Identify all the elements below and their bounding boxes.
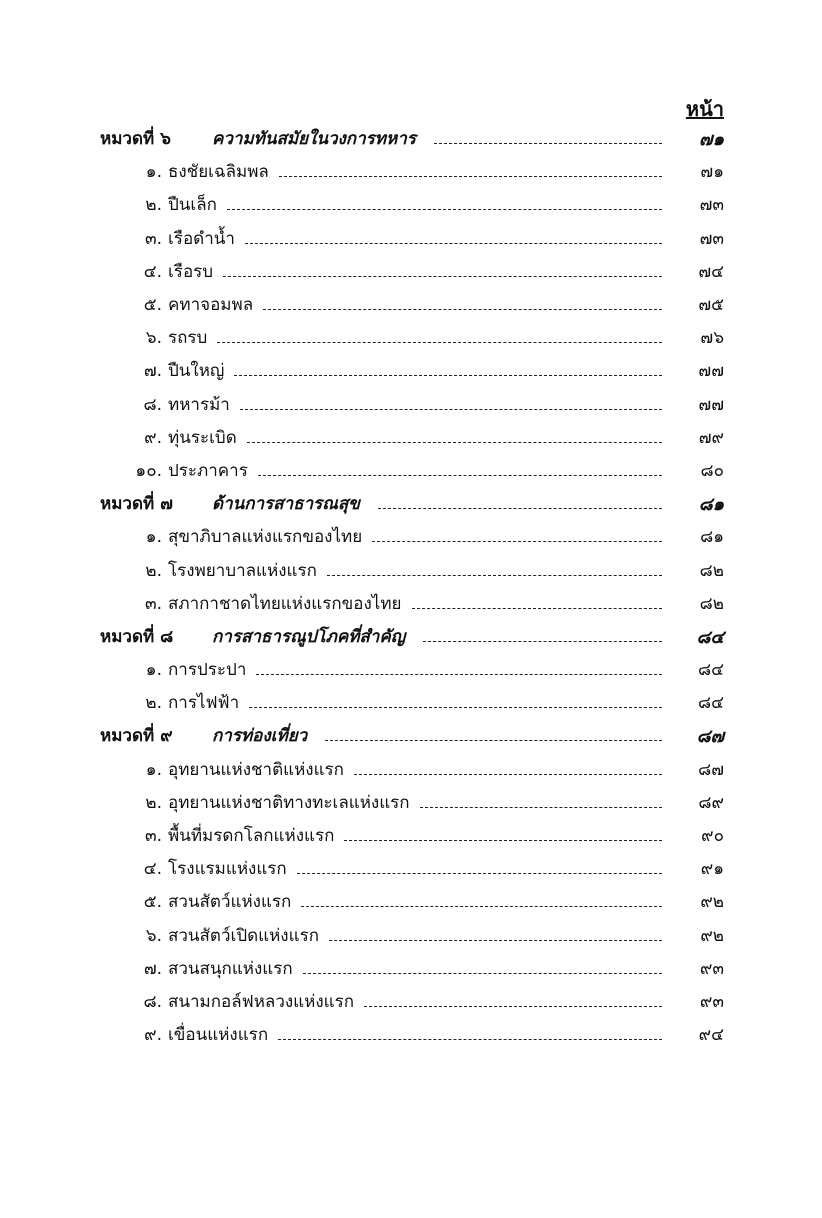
toc-item-row — [100, 985, 724, 1018]
item-page-number: ๘๗ — [698, 759, 724, 780]
toc-item-row — [100, 188, 724, 221]
toc-item-row — [100, 520, 724, 553]
toc-item-row — [100, 885, 724, 918]
item-page-number: ๗๔ — [698, 261, 724, 282]
dotted-leader — [412, 608, 662, 609]
section-label: หมวดที่ ๙ — [100, 726, 173, 747]
toc-item-row — [100, 288, 724, 321]
dotted-leader — [297, 873, 662, 874]
item-number: ๘. — [143, 991, 162, 1012]
dotted-leader — [240, 409, 662, 410]
item-title: โรงพยาบาลแห่งแรก — [168, 560, 317, 581]
item-page-number: ๘๒ — [699, 560, 724, 581]
item-title: ทุ่นระเบิด — [168, 427, 237, 448]
toc-section-row — [100, 122, 724, 155]
item-page-number: ๙๐ — [701, 826, 724, 847]
item-number: ๕. — [143, 892, 162, 913]
dotted-leader — [354, 774, 662, 775]
section-label: หมวดที่ ๗ — [100, 494, 173, 515]
dotted-leader — [249, 707, 662, 708]
item-title: คทาจอมพล — [168, 295, 254, 316]
item-page-number: ๗๗ — [698, 361, 724, 382]
toc-section-row — [100, 487, 724, 520]
section-title: การสาธารณูปโภคที่สำคัญ — [212, 626, 406, 647]
dotted-leader — [364, 1006, 662, 1007]
section-label: หมวดที่ ๖ — [100, 129, 171, 150]
toc-item-row — [100, 388, 724, 421]
item-number: ๕. — [143, 295, 162, 316]
item-number: ๒. — [145, 195, 162, 216]
table-of-contents — [100, 122, 724, 1051]
toc-item-row — [100, 1018, 724, 1051]
item-title: ปืนใหญ่ — [168, 361, 225, 382]
item-title: พื้นที่มรดกโลกแห่งแรก — [168, 826, 335, 847]
dotted-leader — [301, 906, 662, 907]
item-page-number: ๙๒ — [700, 892, 724, 913]
item-title: การประปา — [168, 660, 247, 681]
dotted-leader — [256, 674, 662, 675]
section-title: ด้านการสาธารณสุข — [212, 494, 360, 515]
dotted-leader — [420, 807, 662, 808]
dotted-leader — [327, 575, 662, 576]
item-page-number: ๗๙ — [698, 427, 724, 448]
dotted-leader — [303, 973, 662, 974]
item-page-number: ๘๔ — [698, 693, 724, 714]
toc-item-row — [100, 786, 724, 819]
dotted-leader — [378, 508, 662, 509]
item-page-number: ๘๑ — [700, 527, 724, 548]
toc-item-row — [100, 753, 724, 786]
item-number: ๑. — [145, 162, 162, 183]
item-page-number: ๙๑ — [700, 859, 724, 880]
dotted-leader — [325, 740, 662, 741]
item-number: ๓. — [144, 826, 162, 847]
toc-item-row — [100, 222, 724, 255]
item-title: สวนสัตว์เปิดแห่งแรก — [168, 925, 319, 946]
dotted-leader — [423, 641, 662, 642]
dotted-leader — [227, 209, 662, 210]
item-number: ๒. — [145, 693, 162, 714]
dotted-leader — [258, 475, 662, 476]
item-title: อุทยานแห่งชาติทางทะเลแห่งแรก — [168, 792, 410, 813]
toc-item-row — [100, 587, 724, 620]
item-title: เขื่อนแห่งแรก — [168, 1025, 269, 1046]
item-title: ปืนเล็ก — [168, 195, 217, 216]
item-number: ๖. — [145, 328, 162, 349]
toc-section-row — [100, 620, 724, 653]
dotted-leader — [279, 176, 662, 177]
item-title: การไฟฟ้า — [168, 693, 240, 714]
section-page-number: ๗๑ — [699, 129, 724, 151]
toc-item-row — [100, 852, 724, 885]
item-page-number: ๗๖ — [700, 328, 724, 349]
item-title: สวนสัตว์แห่งแรก — [168, 892, 292, 913]
toc-item-row — [100, 421, 724, 454]
toc-item-row — [100, 321, 724, 354]
toc-item-row — [100, 553, 724, 586]
dotted-leader — [223, 276, 662, 277]
dotted-leader — [344, 840, 662, 841]
item-title: โรงแรมแห่งแรก — [168, 859, 287, 880]
item-page-number: ๗๑ — [700, 162, 724, 183]
toc-item-row — [100, 653, 724, 686]
item-number: ๑. — [145, 527, 162, 548]
item-title: ทหารม้า — [168, 394, 230, 415]
item-number: ๔. — [143, 859, 162, 880]
item-number: ๔. — [143, 261, 162, 282]
item-number: ๗. — [143, 361, 162, 382]
toc-item-row — [100, 952, 724, 985]
item-title: สวนสนุกแห่งแรก — [168, 958, 293, 979]
dotted-leader — [217, 342, 662, 343]
section-title: การท่องเที่ยว — [212, 726, 308, 747]
item-title: สภากาชาดไทยแห่งแรกของไทย — [168, 593, 402, 614]
item-page-number: ๙๔ — [698, 1025, 724, 1046]
item-title: สุขาภิบาลแห่งแรกของไทย — [168, 527, 363, 548]
item-number: ๑๐. — [135, 460, 162, 481]
item-page-number: ๘๙ — [698, 792, 724, 813]
section-page-number: ๘๑ — [698, 494, 724, 516]
toc-item-row — [100, 686, 724, 719]
item-number: ๓. — [144, 228, 162, 249]
section-label: หมวดที่ ๘ — [100, 626, 174, 647]
item-title: อุทยานแห่งชาติแห่งแรก — [168, 759, 344, 780]
dotted-leader — [245, 243, 662, 244]
item-page-number: ๗๗ — [698, 394, 724, 415]
toc-item-row — [100, 819, 724, 852]
item-page-number: ๗๓ — [699, 228, 724, 249]
toc-section-row — [100, 719, 724, 752]
item-page-number: ๘๐ — [700, 460, 724, 481]
item-title: สนามกอล์ฟหลวงแห่งแรก — [168, 991, 355, 1012]
toc-item-row — [100, 255, 724, 288]
section-title: ความทันสมัยในวงการทหาร — [212, 129, 416, 150]
dotted-leader — [247, 442, 662, 443]
item-number: ๑. — [145, 660, 162, 681]
item-number: ๘. — [143, 394, 162, 415]
page-column-heading: หน้า — [685, 97, 724, 121]
item-page-number: ๗๕ — [698, 295, 724, 316]
item-page-number: ๗๓ — [699, 195, 724, 216]
toc-item-row — [100, 919, 724, 952]
item-page-number: ๙๓ — [699, 991, 724, 1012]
dotted-leader — [434, 143, 662, 144]
item-number: ๓. — [144, 593, 162, 614]
item-title: รถรบ — [168, 328, 208, 349]
item-page-number: ๘๔ — [698, 660, 724, 681]
item-title: เรือดำน้ำ — [168, 228, 235, 249]
section-page-number: ๘๗ — [696, 726, 724, 748]
dotted-leader — [329, 940, 662, 941]
toc-item-row — [100, 155, 724, 188]
toc-item-row — [100, 454, 724, 487]
item-page-number: ๘๒ — [699, 593, 724, 614]
item-number: ๑. — [145, 759, 162, 780]
item-number: ๙. — [144, 427, 162, 448]
item-title: เรือรบ — [168, 261, 214, 282]
item-page-number: ๙๓ — [699, 958, 724, 979]
toc-item-row — [100, 354, 724, 387]
item-number: ๒. — [145, 792, 162, 813]
dotted-leader — [372, 541, 662, 542]
item-title: ประภาคาร — [168, 460, 248, 481]
item-title: ธงชัยเฉลิมพล — [168, 162, 269, 183]
dotted-leader — [263, 309, 662, 310]
item-number: ๒. — [145, 560, 162, 581]
item-number: ๗. — [143, 958, 162, 979]
item-number: ๙. — [144, 1025, 162, 1046]
item-number: ๖. — [145, 925, 162, 946]
section-page-number: ๘๔ — [696, 626, 724, 648]
dotted-leader — [278, 1039, 662, 1040]
dotted-leader — [234, 375, 662, 376]
item-page-number: ๙๒ — [700, 925, 724, 946]
